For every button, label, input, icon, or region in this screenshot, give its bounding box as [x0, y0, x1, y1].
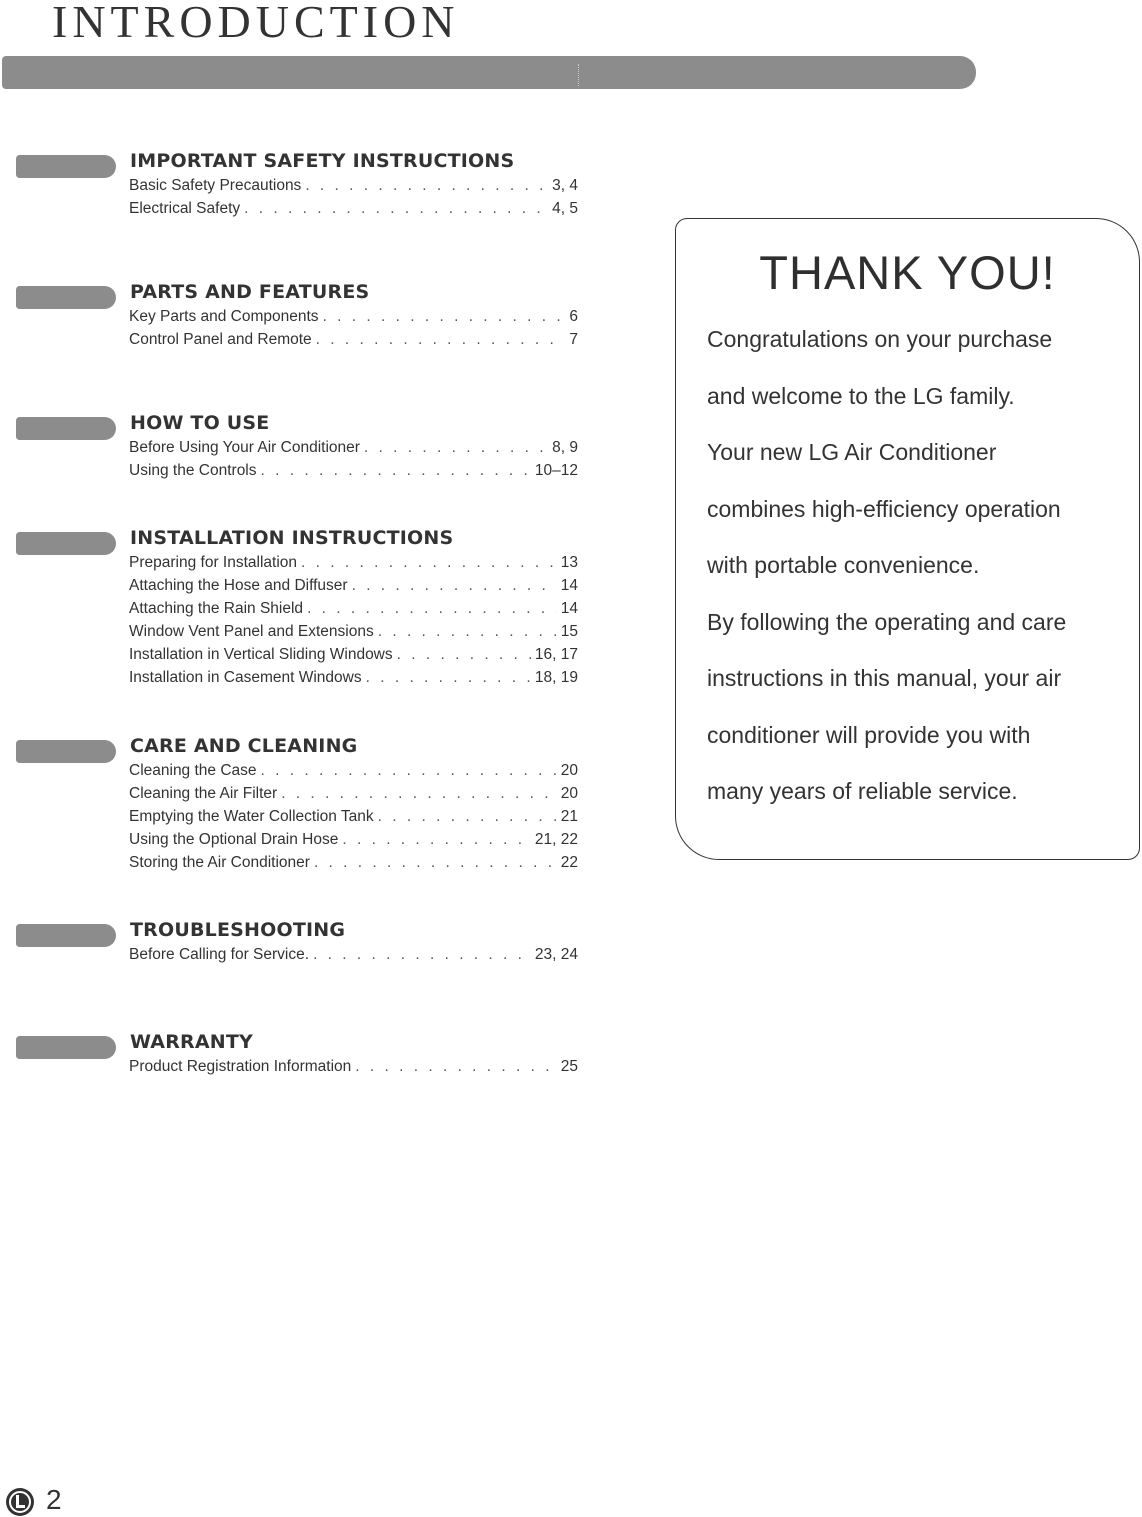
toc-entry-pages: 14: [560, 600, 578, 617]
toc-entry-label: Attaching the Rain Shield: [129, 600, 304, 617]
toc-entry[interactable]: [129, 305, 578, 328]
toc-entry-pages: 3, 4: [552, 177, 578, 194]
section-heading: CARE AND CLEANING: [130, 735, 358, 757]
dot-leader: [261, 459, 531, 482]
toc-entry-label: Installation in Casement Windows: [129, 669, 362, 686]
toc-entry-pages: 16, 17: [534, 646, 578, 663]
dot-leader: [364, 436, 548, 459]
toc-entry-pages: 21: [560, 808, 578, 825]
toc-entry[interactable]: [129, 620, 578, 643]
page-number: 2: [46, 1484, 62, 1515]
toc-entry-pages: 22: [560, 854, 578, 871]
section-tab-marker: [16, 740, 116, 763]
dot-leader: [301, 551, 557, 574]
section-heading: PARTS AND FEATURES: [130, 281, 370, 303]
section-heading: INSTALLATION INSTRUCTIONS: [130, 527, 454, 549]
toc-entry[interactable]: [129, 666, 578, 689]
dot-leader: [281, 782, 557, 805]
toc-entry-label: Before Using Your Air Conditioner: [129, 439, 360, 456]
toc-entry-pages: 10–12: [534, 462, 578, 479]
dot-leader: [261, 759, 557, 782]
toc-entry[interactable]: [129, 782, 578, 805]
toc-entry[interactable]: [129, 459, 578, 482]
lg-logo-icon: [6, 1488, 34, 1516]
dot-leader: [323, 305, 566, 328]
toc-entry-pages: 4, 5: [552, 200, 578, 217]
toc-entry-pages: 18, 19: [534, 669, 578, 686]
toc-entry[interactable]: [129, 597, 578, 620]
toc-entry[interactable]: [129, 759, 578, 782]
toc-entry-label: Attaching the Hose and Diffuser: [129, 577, 348, 594]
section-tab-marker: [16, 286, 116, 309]
toc-entry-pages: 25: [560, 1058, 578, 1075]
message-line: By following the operating and care: [707, 608, 1067, 635]
message-line: and welcome to the LG family.: [707, 382, 1015, 409]
section-tab-marker: [16, 417, 116, 440]
toc-entry-label: Using the Optional Drain Hose: [129, 831, 339, 848]
toc-entry[interactable]: [129, 943, 578, 966]
dot-leader: [378, 805, 557, 828]
toc-entry-pages: 21, 22: [534, 831, 578, 848]
message-line: Congratulations on your purchase: [707, 326, 1053, 352]
toc-entry-label: Before Calling for Service.: [129, 946, 310, 963]
toc-entry[interactable]: [129, 574, 578, 597]
dot-leader: [352, 574, 557, 597]
thank-you-box: [675, 218, 1140, 860]
toc-entry-label: Product Registration Information: [129, 1058, 352, 1075]
toc-entry-pages: 20: [560, 785, 578, 802]
section-heading: TROUBLESHOOTING: [130, 919, 346, 941]
toc-entry-label: Storing the Air Conditioner: [129, 854, 310, 871]
toc-entry-label: Key Parts and Components: [129, 308, 319, 325]
message-line: many years of reliable service.: [707, 778, 1018, 804]
toc-entry[interactable]: [129, 551, 578, 574]
thank-you-message: [707, 311, 1132, 820]
dot-leader: [244, 197, 548, 220]
message-line: conditioner will provide you with: [707, 721, 1031, 748]
toc-entry-pages: 23, 24: [534, 946, 578, 963]
dot-leader: [378, 620, 557, 643]
toc-entry-pages: 14: [560, 577, 578, 594]
toc-entry[interactable]: [129, 643, 578, 666]
dot-leader: [314, 851, 557, 874]
toc-entry[interactable]: [129, 805, 578, 828]
section-tab-marker: [16, 532, 116, 555]
dot-leader: [342, 828, 531, 851]
toc-entry-label: Installation in Vertical Sliding Windows: [129, 646, 393, 663]
toc-entry-label: Basic Safety Precautions: [129, 177, 302, 194]
dot-leader: [307, 597, 557, 620]
toc-entry-label: Cleaning the Air Filter: [129, 785, 278, 802]
dot-leader: [355, 1055, 556, 1078]
toc-entry-label: Control Panel and Remote: [129, 331, 312, 348]
dot-leader: [305, 174, 548, 197]
toc-entry-label: Preparing for Installation: [129, 554, 298, 571]
section-tab-marker: [16, 924, 116, 947]
section-heading: WARRANTY: [130, 1031, 253, 1053]
dot-leader: [366, 666, 531, 689]
toc-entry[interactable]: [129, 436, 578, 459]
section-heading: IMPORTANT SAFETY INSTRUCTIONS: [130, 150, 515, 172]
toc-entry[interactable]: [129, 828, 578, 851]
toc-entry-pages: 6: [569, 308, 578, 325]
toc-entry[interactable]: [129, 1055, 578, 1078]
message-line: instructions in this manual, your air: [707, 665, 1062, 691]
toc-entry-pages: 13: [560, 554, 578, 571]
page-title: INTRODUCTION: [52, 0, 460, 47]
dot-leader: [313, 943, 531, 966]
toc-entry-label: Cleaning the Case: [129, 762, 257, 779]
message-line: Your new LG Air Conditioner: [707, 439, 997, 465]
toc-entry-pages: 15: [560, 623, 578, 640]
toc-entry-pages: 8, 9: [552, 439, 578, 456]
toc-entry-pages: 7: [569, 331, 578, 348]
toc-entry[interactable]: [129, 197, 578, 220]
section-heading: HOW TO USE: [130, 412, 270, 434]
toc-entry-pages: 20: [560, 762, 578, 779]
toc-entry-label: Emptying the Water Collection Tank: [129, 808, 374, 825]
dot-leader: [316, 328, 566, 351]
message-line: with portable convenience.: [707, 552, 980, 578]
title-bar: [2, 56, 976, 89]
dot-leader: [397, 643, 531, 666]
section-tab-marker: [16, 155, 116, 178]
message-line: combines high-efficiency operation: [707, 495, 1061, 522]
toc-entry-label: Using the Controls: [129, 462, 257, 479]
toc-entry[interactable]: [129, 174, 578, 197]
section-tab-marker: [16, 1036, 116, 1059]
toc-entry[interactable]: [129, 851, 578, 874]
toc-entry[interactable]: [129, 328, 578, 351]
toc-entry-label: Window Vent Panel and Extensions: [129, 623, 374, 640]
thank-you-title: THANK YOU!: [759, 246, 1056, 299]
title-bar-divider: [578, 64, 580, 86]
toc-entry-label: Electrical Safety: [129, 200, 241, 217]
